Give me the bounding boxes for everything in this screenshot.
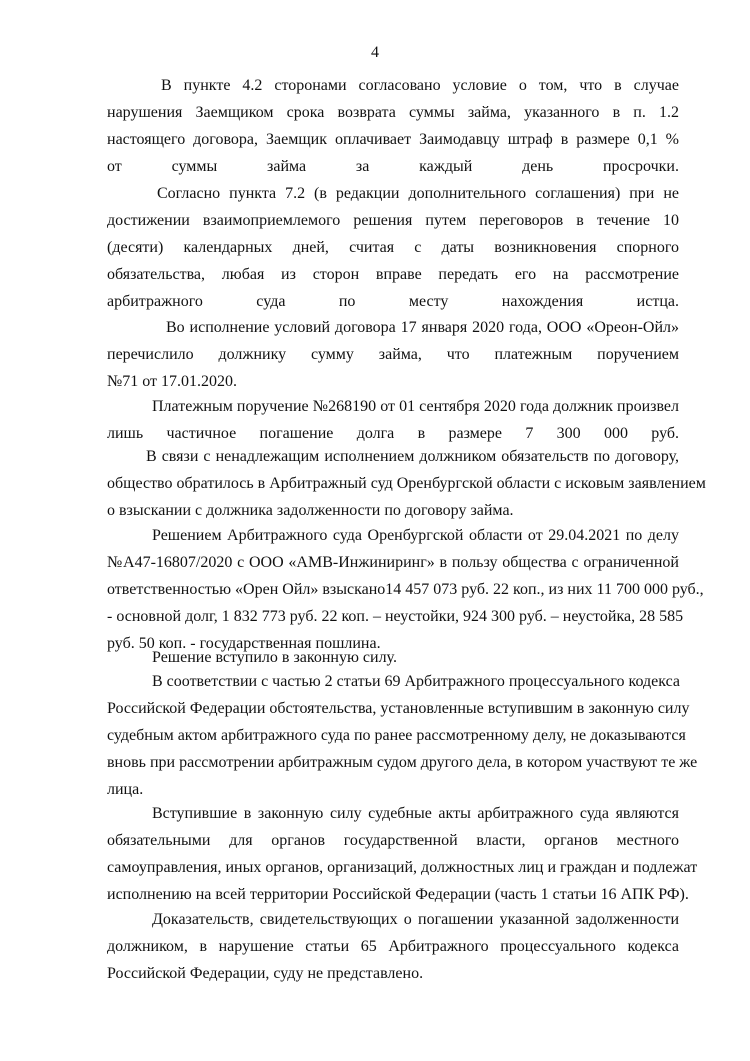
paragraph-line: Во исполнение условий договора 17 января 2020 года, ООО «Ореон-Ойл» <box>166 319 679 336</box>
paragraph-line: лишь частичное погашение долга в размере 7 300 000 руб. <box>107 425 679 442</box>
paragraph-line: обязательными для органов государственной власти, органов местного <box>107 832 679 849</box>
paragraph <box>107 906 679 987</box>
paragraph <box>107 644 679 671</box>
paragraph-line: В соответствии с частью 2 статьи 69 Арбитражного процессуального кодекса <box>152 673 680 690</box>
paragraph-line: самоуправления, иных органов, организаций, должностных лиц и граждан и подлежат <box>107 859 698 876</box>
paragraph-line: о взыскании с должника задолженности по договору займа. <box>107 502 514 519</box>
paragraph <box>107 314 679 395</box>
paragraph-line: В связи с ненадлежащим исполнением должником обязательств по договору, <box>146 448 679 465</box>
paragraph-line: от суммы займа за каждый день просрочки. <box>107 158 679 175</box>
paragraph-line: Решение вступило в законную силу. <box>152 649 397 666</box>
paragraph-line: Согласно пункта 7.2 (в редакции дополнительного соглашения) при не <box>157 185 679 202</box>
paragraph-line: настоящего договора, Заемщик оплачивает Заимодавцу штраф в размере 0,1 % <box>107 131 679 148</box>
paragraph-line: №А47-16807/2020 с ООО «АМВ-Инжиниринг» в пользу общества с ограниченной <box>107 554 679 571</box>
paragraph <box>107 443 706 524</box>
paragraph-line: ответственностью «Орен Ойл» взыскано14 457 073 руб. 22 коп., из них 11 700 000 руб., <box>107 581 704 598</box>
paragraph-line: обязательства, любая из сторон вправе передать его на рассмотрение <box>107 266 679 283</box>
page-number: 4 <box>371 44 379 61</box>
paragraph-line: - основной долг, 1 832 773 руб. 22 коп. – неустойки, 924 300 руб. – неустойка, 28 585 <box>107 608 684 625</box>
paragraph-line: Российской Федерации, суду не представлено. <box>107 965 424 982</box>
paragraph-line: Доказательств, свидетельствующих о погашении указанной задолженности <box>152 911 679 928</box>
paragraph <box>107 72 679 180</box>
paragraph-line: вновь при рассмотрении арбитражным судом другого дела, в котором участвуют те же <box>107 754 698 771</box>
paragraph-line: достижении взаимоприемлемого решения путем переговоров в течение 10 <box>107 212 679 229</box>
paragraph-line: Вступившие в законную силу судебные акты арбитражного суда являются <box>152 805 679 822</box>
paragraph-line: №71 от 17.01.2020. <box>107 373 238 390</box>
paragraph-line: общество обратилось в Арбитражный суд Оренбургской области с исковым заявлением <box>107 475 706 492</box>
paragraph-line: В пункте 4.2 сторонами согласовано условие о том, что в случае <box>161 77 679 94</box>
paragraph-line: руб. 50 коп. - государственная пошлина. <box>107 635 381 652</box>
paragraph-line: исполнению на всей территории Российской Федерации (часть 1 статьи 16 АПК РФ). <box>107 886 689 903</box>
paragraph-line: арбитражного суда по месту нахождения истца. <box>107 293 679 310</box>
paragraph-line: перечислило должнику сумму займа, что платежным поручением <box>107 346 679 363</box>
paragraph-line: (десяти) календарных дней, считая с даты возникновения спорного <box>107 239 679 256</box>
paragraph-line: лица. <box>107 781 144 798</box>
paragraph-line: Российской Федерации обстоятельства, установленные вступившим в законную силу <box>107 700 690 717</box>
paragraph <box>107 180 679 315</box>
paragraph <box>107 522 704 657</box>
paragraph-line: нарушения Заемщиком срока возврата суммы займа, указанного в п. 1.2 <box>107 104 679 121</box>
paragraph <box>107 800 698 908</box>
paragraph-line: Платежным поручение №268190 от 01 сентября 2020 года должник произвел <box>152 398 679 415</box>
paragraph-line: должником, в нарушение статьи 65 Арбитражного процессуального кодекса <box>107 938 679 955</box>
paragraph <box>107 668 698 803</box>
paragraph-line: судебным актом арбитражного суда по ранее рассмотренному делу, не доказываются <box>107 727 686 744</box>
paragraph-line: Решением Арбитражного суда Оренбургской области от 29.04.2021 по делу <box>152 527 679 544</box>
paragraph <box>107 393 679 447</box>
